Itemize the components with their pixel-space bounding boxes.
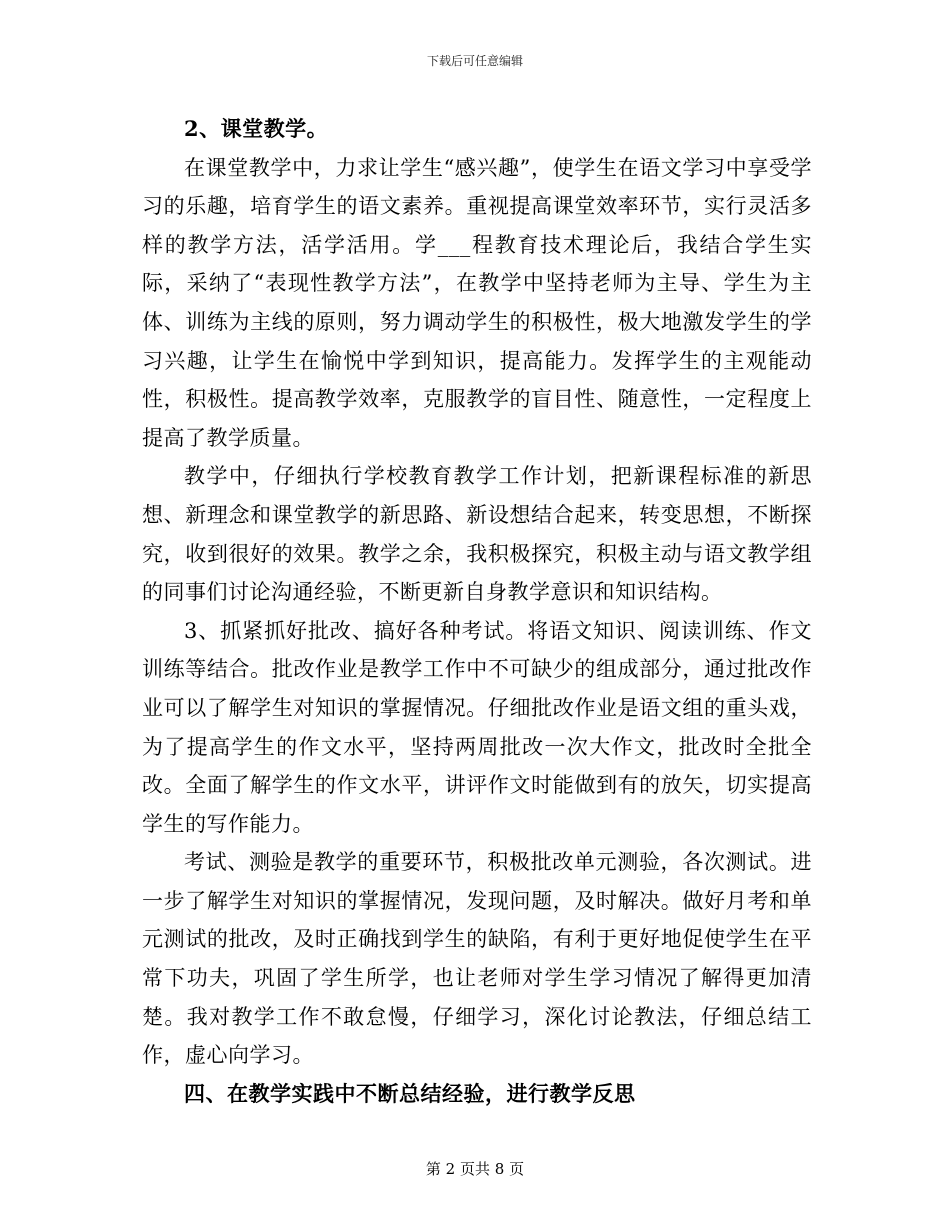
paragraph-teaching-plan: 教学中，仔细执行学校教育教学工作计划，把新课程标准的新思想、新理念和课堂教学的新思路、新设想结合起来，转变思想，不断探究，收到很好的效果。教学之余，我积极探究，积极主动与语文教学组的同事们讨论沟通经验，不断更新自身教学意识和知识结构。 — [142, 464, 812, 605]
page-footer: 第 2 页共 8 页 — [425, 1160, 525, 1178]
paragraph-grading: 3、抓紧抓好批改、搞好各种考试。将语文知识、阅读训练、作文训练等结合。批改作业是教学工作中不可缺少的组成部分，通过批改作业可以了解学生对知识的掌握情况。仔细批改作业是语文组的重头戏，为了提高学生的作文水平，坚持两周批改一次大作文，批改时全批全改。全面了解学生的作文水平，讲评作文时能做到有的放矢，切实提高学生的写作能力。 — [142, 618, 812, 836]
paragraph-classroom-teaching: 在课堂教学中，力求让学生“感兴趣”，使学生在语文学习中享受学习的乐趣，培育学生的语文素养。重视提高课堂效率环节，实行灵活多样的教学方法，活学活用。学___程教育技术理论后，我结合学生实际，采纳了“表现性教学方法”，在教学中坚持老师为主导、学生为主体、训练为主线的原则，努力调动学生的积极性，极大地激发学生的学习兴趣，让学生在愉悦中学到知识，提高能力。发挥学生的主观能动性，积极性。提高教学效率，克服教学的盲目性、随意性，一定程度上提高了教学质量。 — [142, 155, 812, 450]
paragraph-exams: 考试、测验是教学的重要环节，积极批改单元测验，各次测试。进一步了解学生对知识的掌握情况，发现问题，及时解决。做好月考和单元测试的批改，及时正确找到学生的缺陷，有利于更好地促使学生在平常下功夫，巩固了学生所学，也让老师对学生学习情况了解得更加清楚。我对教学工作不敢怠慢，仔细学习，深化讨论教法，仔细总结工作，虚心向学习。 — [142, 850, 812, 1068]
document-body — [142, 110, 812, 1113]
page-header: 下载后可任意编辑 — [426, 54, 523, 68]
section-heading-classroom: 2、课堂教学。 — [184, 116, 329, 141]
section-heading-reflection: 四、在教学实践中不断总结经验，进行教学反思 — [184, 1080, 636, 1106]
